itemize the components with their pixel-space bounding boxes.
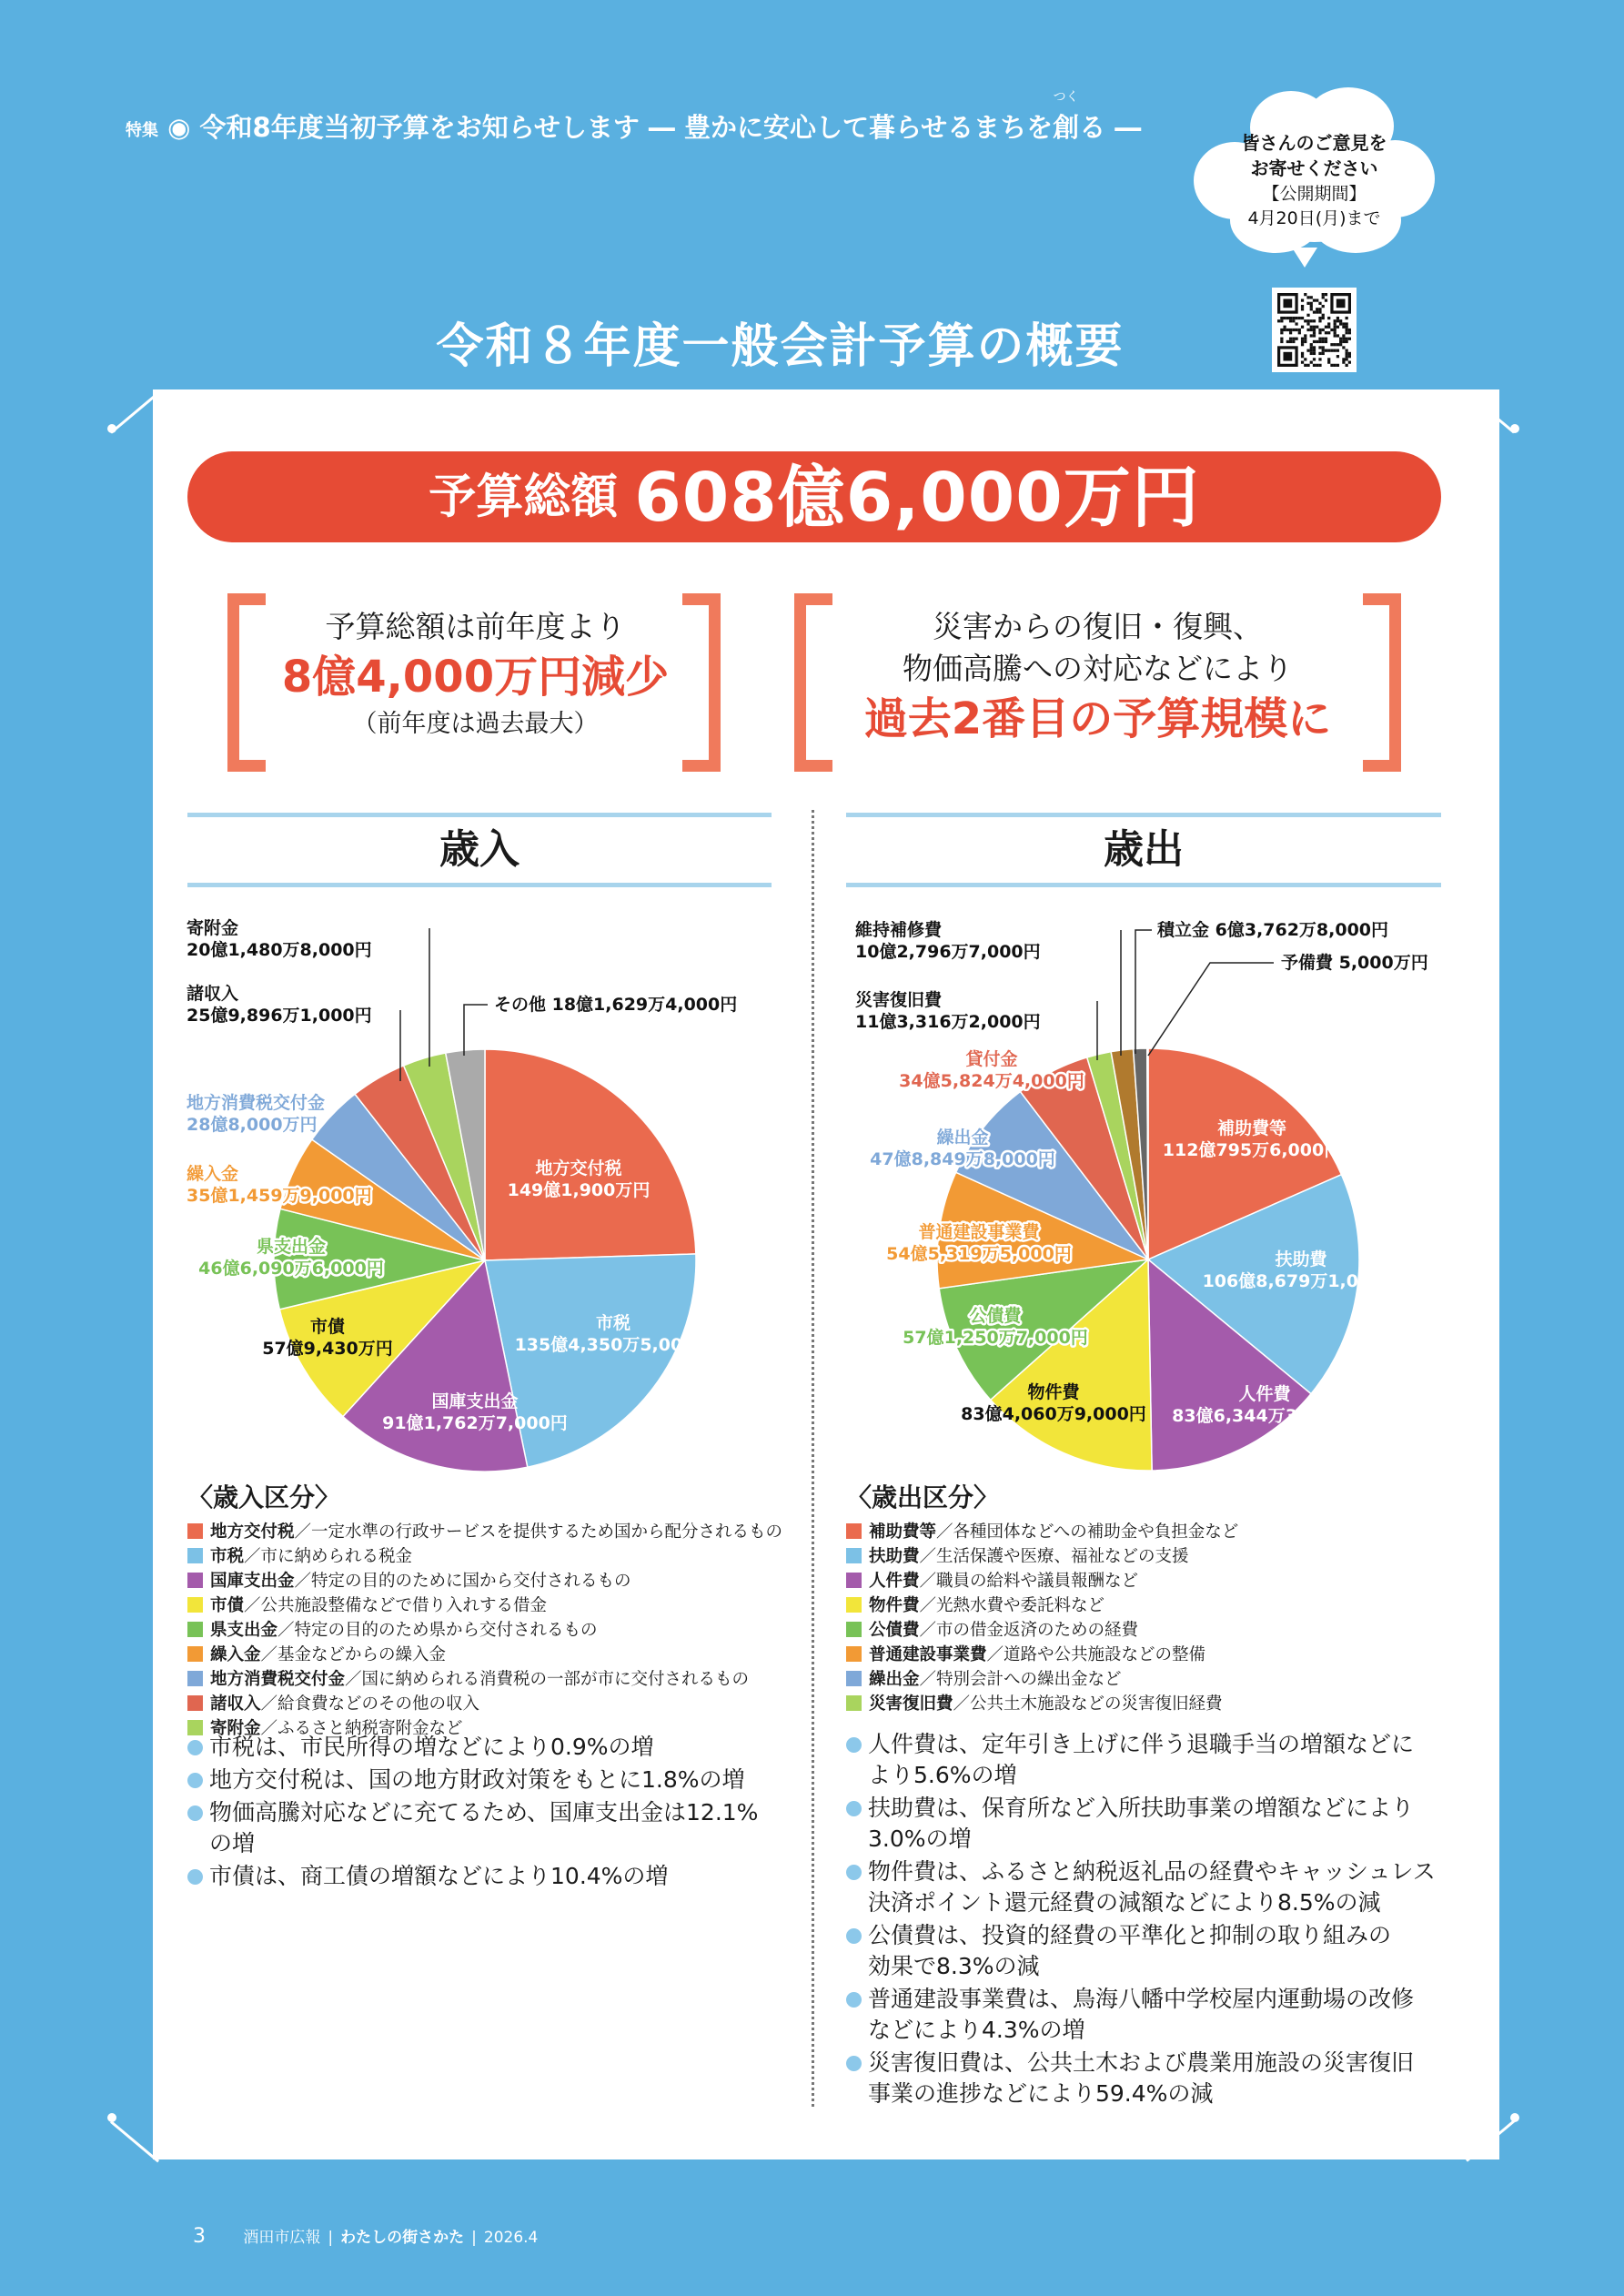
- expenditure-notes: [846, 1729, 1447, 2111]
- expenditure-legend-swatch: [846, 1695, 862, 1711]
- revenue-legend-item-3: [187, 1593, 782, 1618]
- expenditure-slice-name-0: 補助費等: [1216, 1118, 1287, 1138]
- revenue-slice-0: [485, 1049, 696, 1260]
- expenditure-slice-value-4: 57億1,250万7,000円: [903, 1328, 1088, 1348]
- expenditure-note-0: [846, 1729, 1447, 1791]
- feature-title-end: る ―: [1079, 112, 1142, 143]
- revenue-legend-desc: ／特定の目的のため県から交付されるもの: [277, 1621, 598, 1640]
- expenditure-legend-name: 普通建設事業費: [869, 1645, 987, 1664]
- revenue-legend-desc: ／給食費などのその他の収入: [260, 1694, 480, 1714]
- revenue-legend-item-1: [187, 1544, 782, 1569]
- page-footer: 3 酒田市広報 | わたしの街さかた | 2026.4: [193, 2225, 539, 2248]
- total-budget-amount: 608億6,000万円: [634, 458, 1200, 537]
- revenue-legend-name: 諸収入: [210, 1694, 261, 1714]
- revenue-slice-name-6: 地方消費税交付金: [187, 1093, 326, 1113]
- expenditure-slice-name-4: 公債費: [969, 1306, 1022, 1326]
- expenditure-note-5: [846, 2048, 1447, 2109]
- expenditure-note-2: [846, 1856, 1447, 1918]
- expenditure-legend: [846, 1478, 1238, 1716]
- revenue-legend-name: 繰入金: [210, 1645, 261, 1664]
- expenditure-legend-name: 補助費等: [869, 1522, 937, 1542]
- expenditure-note-line: などにより4.3%の増: [868, 2017, 1085, 2043]
- expenditure-legend-item-3: [846, 1593, 1238, 1618]
- revenue-heading: 歳入: [187, 813, 772, 887]
- revenue-slice-value-1: 135億4,350万5,000円: [514, 1335, 712, 1355]
- expenditure-leader-11: [1148, 963, 1274, 1056]
- revenue-legend-name: 地方消費税交付金: [210, 1670, 346, 1689]
- expenditure-legend-name: 災害復旧費: [869, 1694, 953, 1714]
- footer-brand: わたしの街さかた: [340, 2229, 465, 2247]
- revenue-legend-name: 寄附金: [210, 1719, 261, 1738]
- revenue-slice-value-0: 149億1,900万円: [507, 1180, 651, 1200]
- expenditure-note-line: 扶助費は、保育所など入所扶助事業の増額などにより: [868, 1795, 1415, 1821]
- expenditure-slice-name-3: 物件費: [1027, 1382, 1080, 1402]
- expenditure-legend-swatch: [846, 1671, 862, 1686]
- revenue-legend-desc: ／ふるさと納税寄附金など: [260, 1719, 463, 1738]
- cloud-line-4: 4月20日(月)まで: [1247, 208, 1381, 228]
- revenue-slice-value-6: 28億8,000万円: [187, 1115, 318, 1135]
- expenditure-slice-name-7: 貸付金: [965, 1049, 1018, 1069]
- ruby-reading: つく: [1053, 90, 1079, 105]
- expenditure-slice-value-2: 83億6,344万3,000円: [1172, 1406, 1357, 1426]
- revenue-note-line: 地方交付税は、国の地方財政対策をもとに1.8%の増: [209, 1766, 745, 1793]
- budget-scale-line-1: 災害からの復旧・復興、: [933, 609, 1263, 644]
- expenditure-legend-name: 公債費: [869, 1621, 920, 1640]
- revenue-slice-name-3: 市債: [309, 1317, 346, 1337]
- revenue-legend-item-5: [187, 1643, 782, 1667]
- revenue-legend-name: 地方交付税: [210, 1522, 295, 1542]
- expenditure-legend-desc: ／光熱水費や委託料など: [919, 1596, 1105, 1615]
- expenditure-legend-item-2: [846, 1569, 1238, 1593]
- revenue-slice-name-2: 国庫支出金: [431, 1391, 519, 1411]
- revenue-legend-swatch: [187, 1597, 203, 1613]
- expenditure-slice-name-5: 普通建設事業費: [918, 1222, 1040, 1242]
- expenditure-legend-desc: ／特別会計への繰出金など: [919, 1670, 1122, 1689]
- revenue-legend-name: 国庫支出金: [210, 1572, 295, 1591]
- expenditure-legend-desc: ／各種団体などへの補助金や負担金など: [936, 1522, 1239, 1542]
- revenue-legend-desc: ／国に納められる消費税の一部が市に交付されるもの: [345, 1670, 750, 1689]
- revenue-slice-name-7: 諸収入: [187, 984, 239, 1004]
- expenditure-legend-desc: ／市の借金返済のための経費: [919, 1621, 1139, 1640]
- expenditure-legend-item-4: [846, 1618, 1238, 1643]
- cloud-line-3: 【公開期間】: [1262, 184, 1367, 204]
- revenue-legend-swatch: [187, 1523, 203, 1539]
- footer-publisher: 酒田市広報: [243, 2229, 321, 2247]
- revenue-slice-name-0: 地方交付税: [535, 1158, 622, 1178]
- expenditure-legend-swatch: [846, 1523, 862, 1539]
- revenue-legend-desc: ／市に納められる税金: [244, 1547, 413, 1566]
- expenditure-legend-swatch: [846, 1573, 862, 1588]
- expenditure-slice-value-0: 112億795万6,000円: [1162, 1140, 1342, 1160]
- revenue-slice-value-7: 25億9,896万1,000円: [187, 1006, 372, 1026]
- revenue-slice-name-5: 繰入金: [187, 1164, 239, 1184]
- revenue-slice-value-8: 20億1,480万8,000円: [187, 940, 372, 960]
- revenue-leader-9: [464, 1005, 488, 1056]
- expenditure-note-line: 災害復旧費は、公共土木および農業用施設の災害復旧: [868, 2049, 1415, 2076]
- revenue-note-line: 市税は、市民所得の増などにより0.9%の増: [209, 1734, 654, 1760]
- expenditure-note-line: 普通建設事業費は、鳥海八幡中学校屋内運動場の改修: [868, 1986, 1415, 2012]
- revenue-slice-value-3: 57億9,430万円: [262, 1339, 393, 1359]
- revenue-legend-name: 市税: [210, 1547, 245, 1566]
- expenditure-legend-name: 人件費: [869, 1572, 920, 1591]
- revenue-slice-name-4: 県支出金: [256, 1237, 327, 1257]
- revenue-legend-swatch: [187, 1573, 203, 1588]
- footer-date: 2026.4: [483, 2229, 539, 2247]
- expenditure-note-line: 決済ポイント還元経費の減額などにより8.5%の減: [868, 1889, 1381, 1916]
- cloud-line-1: 皆さんのご意見を: [1241, 132, 1387, 154]
- page-title: 令和８年度一般会計予算の概要: [436, 319, 1125, 374]
- page-number: 3: [193, 2225, 206, 2248]
- revenue-note-2: [187, 1797, 788, 1859]
- budget-change-line: 予算総額は前年度より: [325, 609, 626, 644]
- revenue-legend-swatch: [187, 1622, 203, 1637]
- expenditure-note-line: 人件費は、定年引き上げに伴う退職手当の増額などに: [868, 1731, 1415, 1757]
- expenditure-slice-value-1: 106億8,679万1,000円: [1202, 1271, 1400, 1291]
- revenue-note-3: [187, 1861, 788, 1892]
- expenditure-slice-value-3: 83億4,060万9,000円: [961, 1404, 1146, 1424]
- expenditure-legend-name: 繰出金: [869, 1670, 920, 1689]
- revenue-legend-item-6: [187, 1667, 782, 1692]
- cloud-line-2: お寄せください: [1250, 157, 1378, 179]
- expenditure-note-4: [846, 1984, 1447, 2046]
- revenue-legend-title: 〈歳入区分〉: [187, 1482, 341, 1512]
- expenditure-note-line: 3.0%の増: [868, 1826, 972, 1852]
- expenditure-slice-value-7: 34億5,824万4,000円: [899, 1071, 1084, 1091]
- budget-scale-line-2: 物価高騰への対応などにより: [903, 651, 1293, 686]
- expenditure-slice-value-5: 54億5,319万5,000円: [886, 1244, 1072, 1264]
- revenue-slice-name-8: 寄附金: [187, 918, 239, 938]
- revenue-legend-swatch: [187, 1646, 203, 1662]
- expenditure-legend-swatch: [846, 1646, 862, 1662]
- expenditure-legend-item-7: [846, 1692, 1238, 1716]
- expenditure-note-line: 物件費は、ふるさと納税返礼品の経費やキャッシュレス: [868, 1858, 1436, 1885]
- expenditure-legend-swatch: [846, 1622, 862, 1637]
- revenue-legend-name: 市債: [210, 1596, 245, 1615]
- expenditure-slice-name-2: 人件費: [1238, 1384, 1291, 1404]
- revenue-legend-item-4: [187, 1618, 782, 1643]
- revenue-legend-swatch: [187, 1548, 203, 1563]
- expenditure-legend-desc: ／公共土木施設などの災害復旧経費: [953, 1694, 1223, 1714]
- expenditure-note-line: 事業の進捗などにより59.4%の減: [868, 2080, 1214, 2107]
- revenue-slice-value-5: 35億1,459万9,000円: [187, 1186, 372, 1206]
- expenditure-heading: 歳出: [846, 813, 1441, 887]
- expenditure-slice-name-9: 維持補修費: [855, 920, 943, 940]
- revenue-legend-desc: ／公共施設整備などで借り入れする借金: [244, 1596, 548, 1615]
- expenditure-leader-10: [1135, 930, 1152, 1054]
- expenditure-note-1: [846, 1793, 1447, 1855]
- revenue-notes: [187, 1732, 788, 1894]
- revenue-legend-swatch: [187, 1695, 203, 1711]
- revenue-legend-item-0: [187, 1520, 782, 1544]
- revenue-note-0: [187, 1732, 788, 1763]
- expenditure-note-3: [846, 1920, 1447, 1982]
- feature-marker-icon: ◉: [167, 112, 191, 143]
- expenditure-slice-label-10: 積立金 6億3,762万8,000円: [1157, 920, 1389, 940]
- expenditure-slice-value-9: 10億2,796万7,000円: [855, 942, 1041, 962]
- revenue-note-1: [187, 1765, 788, 1795]
- revenue-slice-label-9: その他 18億1,629万4,000円: [494, 995, 738, 1015]
- expenditure-legend-item-5: [846, 1643, 1238, 1667]
- revenue-slice-name-1: 市税: [595, 1313, 631, 1333]
- revenue-slice-value-4: 46億6,090万6,000円: [198, 1259, 384, 1279]
- feature-title: 令和8年度当初予算をお知らせします ― 豊かに安心して暮らせるまちを: [199, 112, 1054, 143]
- revenue-note-line: 物価高騰対応などに充てるため、国庫支出金は12.1%: [209, 1799, 759, 1826]
- expenditure-legend-desc: ／生活保護や医療、福祉などの支援: [919, 1547, 1189, 1566]
- revenue-legend-swatch: [187, 1671, 203, 1686]
- feature-tag: 特集: [126, 121, 158, 140]
- revenue-legend-desc: ／基金などからの繰入金: [260, 1645, 447, 1664]
- budget-change-amount: 8億4,000万円減少: [281, 652, 670, 703]
- expenditure-slice-value-6: 47億8,849万8,000円: [870, 1149, 1055, 1169]
- expenditure-note-line: 公債費は、投資的経費の平準化と抑制の取り組みの: [868, 1922, 1392, 1948]
- expenditure-slice-name-6: 繰出金: [936, 1128, 989, 1148]
- revenue-note-line: の増: [209, 1830, 256, 1856]
- revenue-legend: [187, 1478, 782, 1741]
- revenue-legend-desc: ／一定水準の行政サービスを提供するため国から配分されるもの: [294, 1522, 783, 1542]
- budget-change-note: （前年度は過去最大）: [352, 710, 599, 738]
- expenditure-legend-name: 物件費: [869, 1596, 920, 1615]
- expenditure-slice-value-8: 11億3,316万2,000円: [855, 1012, 1041, 1032]
- revenue-slice-value-2: 91億1,762万7,000円: [382, 1413, 568, 1433]
- ruby-word: 創 つく: [1053, 107, 1079, 145]
- revenue-legend-item-2: [187, 1569, 782, 1593]
- expenditure-note-line: 効果で8.3%の減: [868, 1953, 1040, 1979]
- expenditure-legend-title: 〈歳出区分〉: [846, 1482, 1000, 1512]
- expenditure-legend-name: 扶助費: [869, 1547, 920, 1566]
- expenditure-legend-desc: ／職員の給料や議員報酬など: [919, 1572, 1139, 1591]
- expenditure-legend-item-0: [846, 1520, 1238, 1544]
- total-budget-label: 予算総額: [429, 470, 619, 525]
- expenditure-legend-swatch: [846, 1548, 862, 1563]
- expenditure-slice-label-11: 予備費 5,000万円: [1281, 953, 1428, 973]
- expenditure-legend-item-1: [846, 1544, 1238, 1569]
- expenditure-note-line: より5.6%の増: [868, 1762, 1017, 1788]
- expenditure-slice-name-1: 扶助費: [1275, 1249, 1327, 1269]
- revenue-note-line: 市債は、商工債の増額などにより10.4%の増: [209, 1863, 669, 1889]
- revenue-legend-item-7: [187, 1692, 782, 1716]
- expenditure-legend-desc: ／道路や公共施設などの整備: [986, 1645, 1206, 1664]
- revenue-legend-name: 県支出金: [210, 1621, 278, 1640]
- expenditure-legend-item-6: [846, 1667, 1238, 1692]
- expenditure-slice-name-8: 災害復旧費: [855, 990, 943, 1010]
- budget-scale-highlight: 過去2番目の予算規模に: [863, 693, 1332, 744]
- expenditure-legend-swatch: [846, 1597, 862, 1613]
- revenue-legend-desc: ／特定の目的のために国から交付されるもの: [294, 1572, 631, 1591]
